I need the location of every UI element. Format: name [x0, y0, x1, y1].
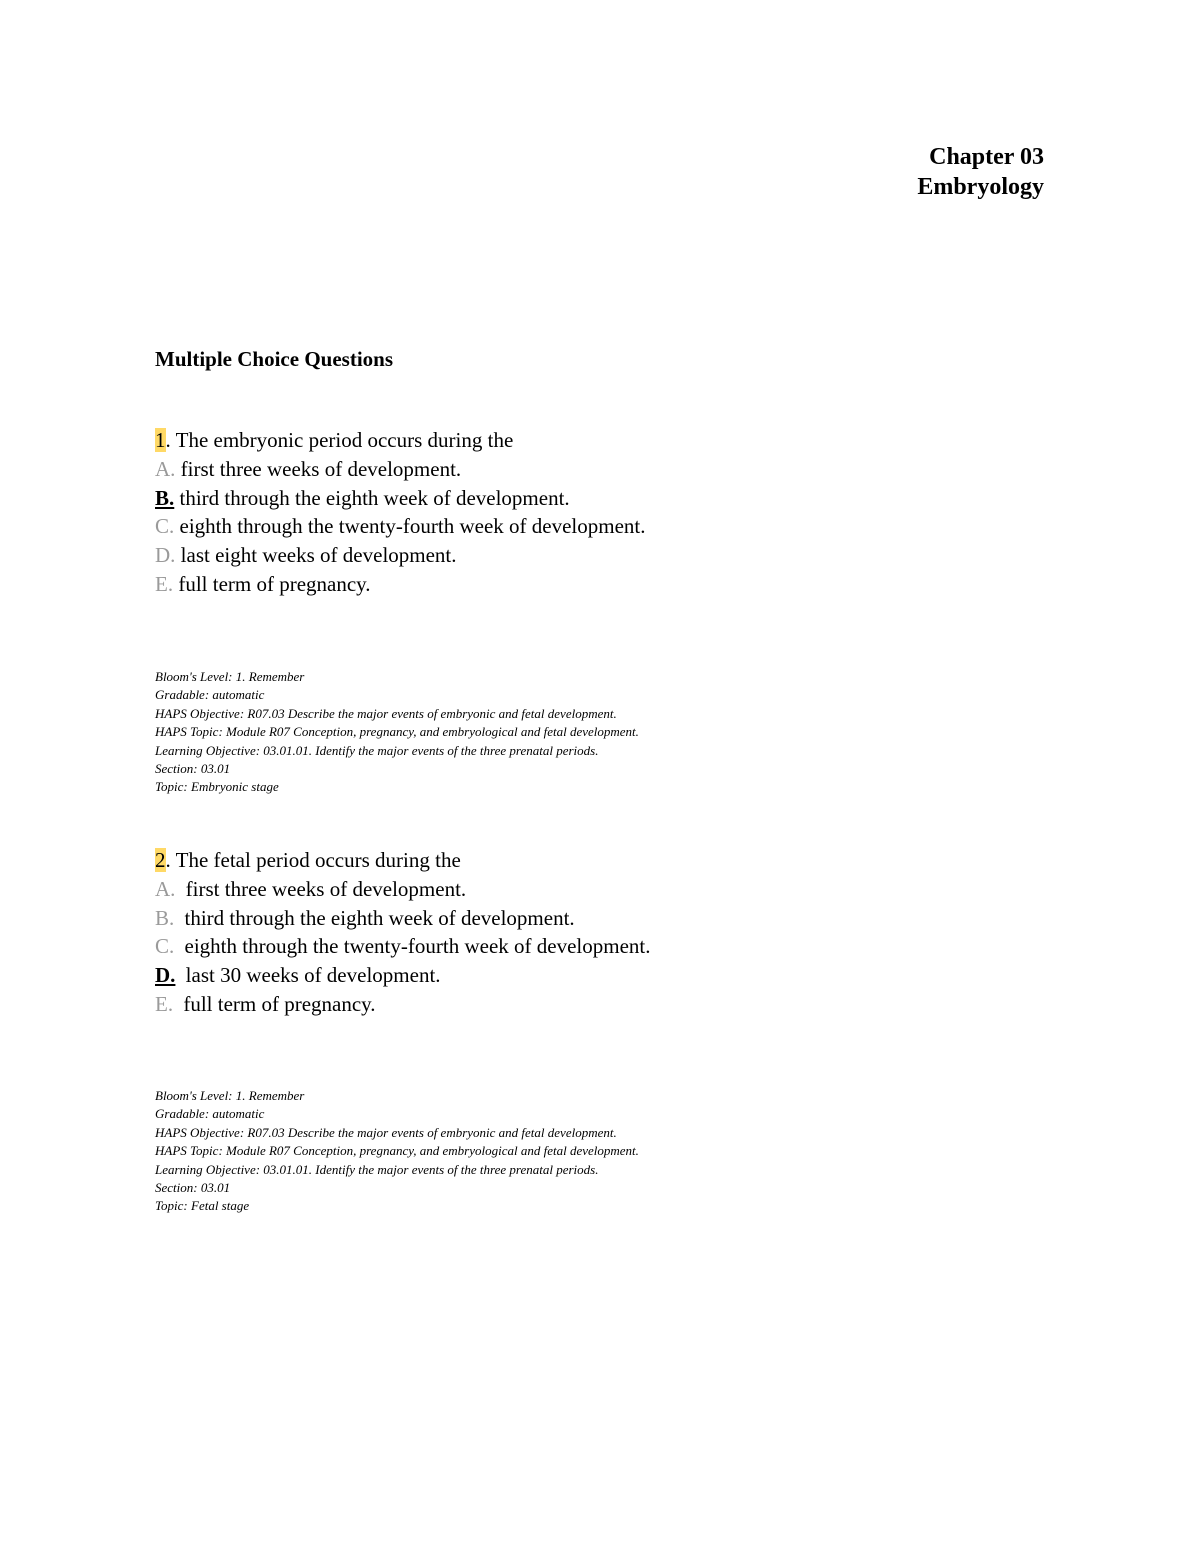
gradable: Gradable: automatic	[155, 1106, 265, 1122]
haps-topic: HAPS Topic: Module R07 Conception, pregnancy, and embryological and fetal development.	[155, 1143, 639, 1159]
blooms-level: Bloom's Level: 1. Remember	[155, 669, 305, 684]
option-text: third through the eighth week of development.	[174, 485, 570, 510]
topic: Topic: Embryonic stage	[155, 779, 279, 795]
option-letter: A.	[155, 456, 176, 481]
chapter-title: Embryology	[917, 174, 1044, 200]
section-title: Multiple Choice Questions	[155, 347, 394, 371]
chapter-number: Chapter 03	[929, 144, 1044, 170]
answer-option-d	[155, 961, 650, 990]
learning-objective: Learning Objective: 03.01.01. Identify the major events of the three prenatal periods.	[155, 1161, 599, 1177]
answer-option-b	[155, 484, 645, 513]
section: Section: 03.01	[155, 1180, 231, 1196]
question-text: . The embryonic period occurs during the	[165, 428, 514, 452]
question-stem	[155, 426, 645, 455]
option-letter: C.	[155, 934, 175, 959]
answer-option-d	[155, 541, 645, 570]
haps-objective: HAPS Objective: R07.03 Describe the major events of embryonic and fetal development.	[155, 705, 617, 721]
option-text: full term of pregnancy.	[173, 571, 371, 596]
haps-objective: HAPS Objective: R07.03 Describe the major events of embryonic and fetal development.	[155, 1124, 617, 1140]
answer-option-e	[155, 990, 650, 1019]
option-text: first three weeks of development.	[180, 876, 467, 901]
option-text: full term of pregnancy.	[178, 991, 376, 1016]
answer-option-a	[155, 875, 650, 904]
blooms-level: Bloom's Level: 1. Remember	[155, 1088, 305, 1103]
option-text: third through the eighth week of development.	[179, 905, 575, 930]
question-2	[155, 846, 650, 1019]
option-text: eighth through the twenty-fourth week of development.	[179, 934, 651, 959]
gradable: Gradable: automatic	[155, 687, 265, 703]
question-1-metadata	[155, 668, 639, 797]
answer-option-c	[155, 512, 645, 541]
answer-option-b	[155, 904, 650, 933]
answer-option-c	[155, 932, 650, 961]
question-text: . The fetal period occurs during the	[165, 848, 461, 872]
answer-option-a	[155, 455, 645, 484]
option-text: eighth through the twenty-fourth week of development.	[174, 514, 646, 539]
question-2-metadata	[155, 1087, 639, 1216]
option-text: last 30 weeks of development.	[180, 963, 441, 988]
question-number: 2	[155, 848, 166, 872]
correct-option-letter: D.	[155, 963, 176, 988]
chapter-heading	[917, 142, 1044, 202]
option-letter: A.	[155, 876, 176, 901]
question-stem	[155, 846, 650, 875]
haps-topic: HAPS Topic: Module R07 Conception, pregnancy, and embryological and fetal development.	[155, 724, 639, 740]
option-letter: B.	[155, 905, 175, 930]
learning-objective: Learning Objective: 03.01.01. Identify the major events of the three prenatal periods.	[155, 742, 599, 758]
topic: Topic: Fetal stage	[155, 1198, 250, 1214]
option-letter: E.	[155, 991, 174, 1016]
answer-option-e	[155, 570, 645, 599]
option-text: first three weeks of development.	[175, 456, 462, 481]
question-number: 1	[155, 428, 166, 452]
question-1	[155, 426, 645, 599]
option-text: last eight weeks of development.	[175, 543, 457, 568]
correct-option-letter: B.	[155, 485, 175, 510]
option-letter: E.	[155, 571, 174, 596]
option-letter: C.	[155, 514, 175, 539]
option-letter: D.	[155, 543, 176, 568]
section: Section: 03.01	[155, 761, 231, 777]
